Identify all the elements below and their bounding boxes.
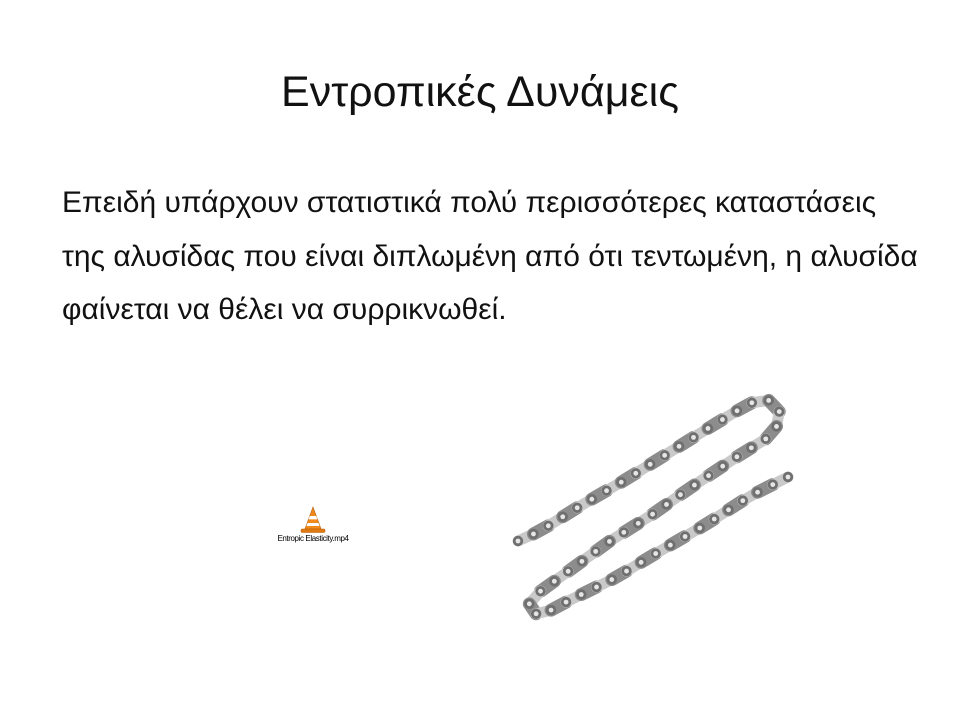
chain-pin [636,521,641,526]
chain-pin [678,492,683,497]
chain-pin [633,471,638,476]
chain-pin [692,483,697,488]
chain-pin [749,445,754,450]
chain-pin [650,512,655,517]
chain-pin [691,435,696,440]
chain-pin [653,551,658,556]
chain-pin [589,497,594,502]
vlc-cone-icon [258,504,368,536]
chain-pin [734,454,739,459]
chain-pin [538,589,543,594]
chain-pin [662,453,667,458]
chain-pin [770,482,775,487]
chain-pin [677,444,682,449]
chain-pin [564,600,569,605]
chain-pin [621,530,626,535]
chain-pin [594,585,599,590]
bicycle-chain-image [510,388,810,636]
chain-pin [624,569,629,574]
chain-pin [560,514,565,519]
chain-pin [527,601,532,606]
chain-pin [668,543,673,548]
chain-pin [706,473,711,478]
chain-pin [516,539,521,544]
chain-pin [607,539,612,544]
chain-pin [604,488,609,493]
chain-pin [683,534,688,539]
chain-pin [575,505,580,510]
chain-pin [712,517,717,522]
chain-pin [580,559,585,564]
chain-pin [609,577,614,582]
chain-pin [740,498,745,503]
chain-pin [755,490,760,495]
chain-pin [579,592,584,597]
chain-pin [531,532,536,537]
chain-pin [648,462,653,467]
slide-title: Εντροπικές Δυνάμεις [281,68,679,116]
chain-pin [546,523,551,528]
chain-pin [593,549,598,554]
chain-pin [766,398,771,403]
chain-pin [786,475,791,480]
chain-pin [735,408,740,413]
embedded-video[interactable] [258,504,368,550]
chain-pin [566,569,571,574]
chain-pin [552,579,557,584]
chain-pin [726,507,731,512]
chain-pin [549,608,554,613]
chain-pin [720,464,725,469]
video-filename: Entropic Elasticity.mp4 [277,534,349,543]
chain-pin [664,502,669,507]
chain-pin [777,409,782,414]
chain-pin [534,611,539,616]
chain-pin [619,480,624,485]
slide-body-text: Επειδή υπάρχουν στατιστικά πολύ περισσότερες καταστάσεις της αλυσίδας που είναι διπλωμένη από ότι τεντωμένη, η αλυσίδα φαίνεται να θέλει να συρρικνωθεί. [62,186,918,326]
chain-pin [706,426,711,431]
chain-pin [774,424,779,429]
chain-pin [697,526,702,531]
chain-pin [639,560,644,565]
chain-links [513,395,793,619]
chain-pin [763,436,768,441]
chain-pin [749,400,754,405]
chain-pin [720,417,725,422]
